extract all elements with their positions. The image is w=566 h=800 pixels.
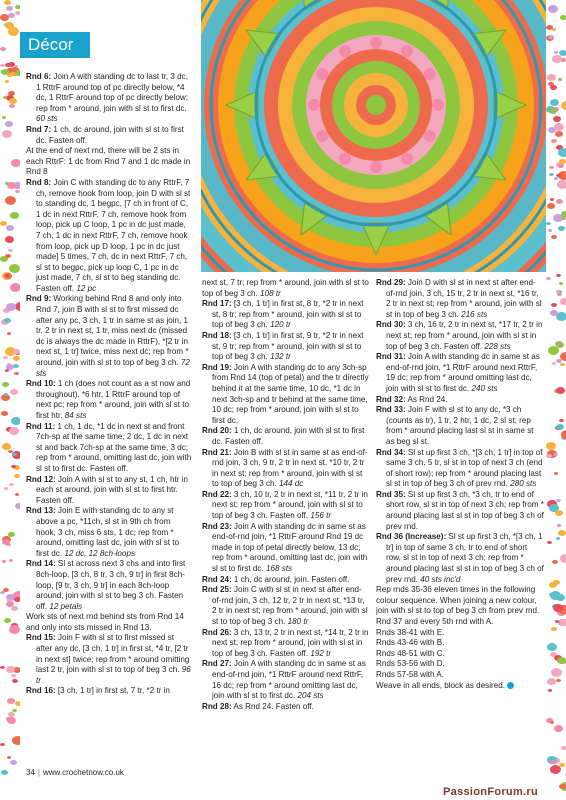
stitch-count: 84 sts <box>64 411 87 420</box>
instruction-text: Rnds 43-46 with B. <box>376 638 445 648</box>
page-number: 34 <box>26 768 35 777</box>
confetti-dot <box>559 763 565 767</box>
confetti-dot <box>4 318 11 323</box>
confetti-dot <box>9 264 20 273</box>
instruction-text: Join B with sl st in same st as end-of-rnd join, 3 ch, 9 tr, 2 tr in next st, *10 tr, 2 tr in next st; rep from * around, join with sl st to top of beg 3 ch. <box>212 447 368 489</box>
confetti-dot <box>546 277 551 280</box>
round-label: Rnd 25: <box>202 585 232 595</box>
instruction-paragraph <box>202 426 370 447</box>
instruction-paragraph <box>202 278 370 299</box>
confetti-dot <box>6 225 14 231</box>
confetti-dot <box>5 236 14 243</box>
instruction-text: 1 ch, dc around, join with sl st to first dc. Fasten off. <box>36 124 184 145</box>
confetti-dot <box>6 364 14 370</box>
round-label: Rnd 22: <box>202 489 232 499</box>
instruction-paragraph <box>26 559 192 612</box>
confetti-dot <box>558 164 564 168</box>
confetti-dot <box>553 214 563 222</box>
confetti-dot <box>6 303 16 311</box>
round-label: Rnd 24: <box>202 574 232 584</box>
round-label: Rnd 32: <box>376 394 406 404</box>
mandala-image <box>201 0 546 272</box>
instruction-paragraph <box>376 490 544 532</box>
instruction-paragraph <box>376 585 544 617</box>
round-label: Rnd 34: <box>376 447 406 457</box>
confetti-dot <box>551 668 562 677</box>
round-label: Rnd 33: <box>376 405 406 415</box>
confetti-border-right <box>546 0 566 800</box>
round-label: Rnd 27: <box>202 659 232 669</box>
confetti-dot <box>5 196 16 205</box>
confetti-dot <box>8 249 13 252</box>
instruction-paragraph <box>202 628 370 660</box>
confetti-dot <box>5 80 9 83</box>
round-label: Rnd 21: <box>202 447 232 457</box>
instruction-paragraph <box>376 320 544 352</box>
instruction-paragraph <box>26 178 192 295</box>
footer: 34 | www.crochetnow.co.uk <box>26 768 124 777</box>
confetti-dot <box>555 131 563 137</box>
confetti-dot <box>553 116 561 122</box>
instruction-text: 1 ch, dc around, join with sl st to first dc. Fasten off. <box>212 426 365 446</box>
instruction-paragraph <box>26 422 192 475</box>
instruction-text: Rnds 48-51 with C. <box>376 648 445 658</box>
confetti-dot <box>549 760 555 764</box>
round-label: Rnd 6: <box>26 72 52 81</box>
confetti-dot <box>556 424 564 430</box>
confetti-dot <box>549 108 557 114</box>
instruction-text: Sl st up first 3 ch, *3 ch, tr to end of short row, sl st in top of next 3 ch; rep from * around placing last sl st in top of beg 3 ch of prev rnd. <box>386 489 544 531</box>
confetti-dot <box>7 756 11 759</box>
stitch-count: 156 tr <box>310 511 332 521</box>
round-label: Rnd 12: <box>26 474 56 484</box>
confetti-dot <box>556 537 560 540</box>
confetti-dot <box>9 625 20 634</box>
confetti-dot <box>2 443 11 450</box>
instruction-text: Work sts of next rnd behind sts from Rnd 14 and only into sts missed in Rnd 13. <box>26 612 184 632</box>
round-label: Rnd 23: <box>202 521 232 531</box>
confetti-dot <box>550 198 554 201</box>
confetti-dot <box>4 618 11 623</box>
instruction-paragraph <box>26 612 192 633</box>
confetti-dot <box>546 222 551 225</box>
stitch-count: 204 sts <box>297 691 324 701</box>
instruction-text: Rep rnds 35-36 eleven times in the following colour sequence. When joining a new colour, join with sl st to top of beg 3 ch from prev rnd. <box>376 585 540 616</box>
stitch-count: 108 tr <box>260 288 281 298</box>
confetti-dot <box>5 63 11 67</box>
column-1 <box>26 72 192 697</box>
round-label: Rnd 13: <box>26 506 56 516</box>
confetti-dot <box>556 199 563 204</box>
instruction-paragraph <box>26 475 192 507</box>
round-label: Rnd 36 (Increase): <box>376 532 447 542</box>
confetti-dot <box>557 657 566 664</box>
instruction-text: 3 ch, 16 tr, 2 tr in next st, *17 tr, 2 tr in next st; rep from * around, join with sl st in top of beg 3 ch. Fasten off. <box>386 320 543 351</box>
instruction-text: Sl st up first 3 ch, *[3 ch, 1 tr] in top of same 3 ch, tr to end of short row, sl st in top of next 3 ch; rep from * around placing last sl st in top of beg 3 ch of prev rnd. <box>386 532 544 584</box>
column-2 <box>202 278 370 712</box>
stitch-count: 228 sts <box>484 341 511 351</box>
confetti-dot <box>0 47 6 51</box>
confetti-dot <box>3 96 7 99</box>
confetti-dot <box>551 139 557 143</box>
instruction-paragraph <box>376 649 544 660</box>
confetti-dot <box>552 560 558 564</box>
instruction-text: 1 ch, 1 dc, *1 dc in next st and front 7ch-sp at the same time, 2 dc, 1 dc in next st and back 7ch-sp at the same time, 3 dc; rep from * around, omitting last dc, join with sl st to first dc. Fasten off. <box>36 421 192 473</box>
confetti-dot <box>558 78 562 81</box>
confetti-dot <box>11 465 16 468</box>
instruction-paragraph <box>376 617 544 628</box>
confetti-dot <box>550 99 559 106</box>
confetti-dot <box>556 174 561 177</box>
confetti-dot <box>553 604 563 612</box>
round-label: Rnd 11: <box>26 421 56 431</box>
confetti-dot <box>9 559 13 562</box>
instruction-text: Join E with standing dc to any st above a pc, *11ch, sl st in 9th ch from hook, 3 ch, miss 6 sts, 1 dc; rep from * around, omitting last dc, join with sl st to first dc. <box>36 506 180 558</box>
confetti-dot <box>555 620 559 623</box>
instruction-text: Weave in all ends, block as desired. <box>376 680 505 690</box>
instruction-paragraph <box>26 125 192 146</box>
confetti-dot <box>558 226 565 231</box>
confetti-dot <box>556 499 561 502</box>
confetti-dot <box>2 382 9 387</box>
confetti-dot <box>550 591 561 600</box>
confetti-dot <box>560 619 566 626</box>
confetti-dot <box>0 666 5 669</box>
instruction-paragraph <box>26 686 192 697</box>
confetti-dot <box>14 372 19 375</box>
stitch-count: 280 sts <box>510 479 537 489</box>
confetti-dot <box>11 606 18 611</box>
confetti-dot <box>560 554 566 563</box>
confetti-dot <box>551 235 557 239</box>
confetti-dot <box>10 283 20 292</box>
confetti-dot <box>547 643 557 651</box>
confetti-dot <box>561 430 566 439</box>
instruction-paragraph <box>202 363 370 427</box>
stitch-count: 12 petals <box>49 601 83 611</box>
confetti-dot <box>7 599 11 602</box>
instruction-paragraph <box>26 294 192 379</box>
instruction-text: Sl st across next 3 chs and into first 8ch-loop, [3 ch, 8 tr, 3 ch, 9 tr] in first 8ch-loop, [9 tr, 3 ch, 9 tr] in each 8ch-loop around, join with sl st to beg 3 ch. Fasten off. <box>36 559 186 611</box>
confetti-dot <box>560 15 566 20</box>
confetti-dot <box>11 417 20 425</box>
round-label: Rnd 14: <box>26 559 56 569</box>
instruction-text: Working behind Rnd 8 and only into Rnd 7, join B with sl st to first missed dc after any pc, 3 ch, 1 tr in same st as join, 1 tr, 2 tr in next st, 1 tr, miss next dc (missed dc is always the dc made in RttrF), *[2 tr in next st, 1 tr] twice, miss next dc; rep from * around, join with sl st to top of beg 3 ch. <box>36 294 189 368</box>
instruction-paragraph <box>376 278 544 320</box>
instruction-text: Join A with standing dc to last tr, 3 dc, 1 RttrF around top of pc directly below, *4 dc, 1 RttrF around top of pc directly below; rep from * around, join with sl st to first dc. <box>36 72 189 113</box>
confetti-dot <box>556 387 565 394</box>
crochet-mandala-photo <box>201 0 546 272</box>
confetti-dot <box>550 310 558 316</box>
instruction-text: [3 ch, 1 tr] in first st, 9 tr, *2 tr in next st, 9 tr; rep from * around, join with sl st to top of beg 3 ch. <box>212 330 364 362</box>
instruction-paragraph <box>376 628 544 639</box>
confetti-dot <box>546 454 552 458</box>
instruction-paragraph <box>376 670 544 681</box>
confetti-dot <box>547 678 556 685</box>
confetti-dot <box>548 229 552 232</box>
end-of-pattern-icon <box>507 682 514 689</box>
confetti-dot <box>7 73 13 77</box>
stitch-count: 216 sts <box>461 309 488 319</box>
round-label: Rnd 19: <box>202 362 232 372</box>
confetti-dot <box>2 560 6 563</box>
instruction-text: Join F with sl st to any dc, *3 ch (counts as tr), 1 tr, 2 htr, 1 dc, 2 sl st; rep from * around placing last sl st in same st as beg sl st. <box>386 405 534 446</box>
round-label: Rnd 29: <box>376 278 406 287</box>
confetti-dot <box>556 342 564 348</box>
instruction-text: Join A with sl st to any st, 1 ch, htr in each st around, join with sl st to first htr. Fasten off. <box>36 474 188 505</box>
round-label: Rnd 26: <box>202 627 232 637</box>
confetti-dot <box>5 121 13 127</box>
confetti-dot <box>554 51 558 54</box>
confetti-dot <box>547 541 552 544</box>
confetti-dot <box>9 427 19 435</box>
confetti-dot <box>549 582 557 588</box>
instruction-text: [3 ch, 1 tr] in first st, 8 tr, *2 tr in next st, 8 tr; rep from * around, join with sl st to top of beg 3 ch. <box>212 299 364 330</box>
instruction-text: Join A with standing dc in same st as end-of-rnd join, *1 RttrF around Rnd 19 dc made in top of petal directly below, 13 dc; rep from * around, omitting last dc, join with sl st to first dc. <box>212 521 368 574</box>
confetti-dot <box>557 293 562 296</box>
page <box>20 0 546 800</box>
round-label: Rnd 18: <box>202 330 232 340</box>
confetti-dot <box>7 182 16 189</box>
instruction-text: Join A with standing dc to any 3ch-sp from Rnd 14 (top of petal) and the tr directly behind it at the same time, 10 dc, *1 dc in next 3ch-sp and tr behind at the same time, 10 dc; rep from * around, join with sl st to first dc. <box>212 362 369 425</box>
instruction-text: Rnds 53-56 with D. <box>376 659 445 669</box>
confetti-dot <box>559 282 563 285</box>
instruction-text: 3 ch, 13 tr, 2 tr in next st, *14 tr, 2 tr in next st; rep from * around, join with sl st in top of beg 3 ch. Fasten off. <box>212 627 369 658</box>
stitch-count: 192 tr <box>310 648 332 658</box>
instruction-paragraph <box>376 395 544 406</box>
confetti-dot <box>554 472 558 475</box>
confetti-dot <box>561 746 566 750</box>
confetti-dot <box>552 28 556 31</box>
confetti-dot <box>5 254 11 258</box>
confetti-dot <box>548 689 552 692</box>
instruction-paragraph <box>26 506 192 559</box>
instruction-text: Join F with sl st to first missed st after any dc, [3 ch, 1 tr] in first st, *4 tr, [2 tr in next st] twice; rep from * around omitting last 2 tr, join with sl st to top of beg 3 ch. <box>36 633 190 675</box>
instruction-paragraph <box>376 532 544 585</box>
instruction-paragraph <box>202 585 370 627</box>
confetti-dot <box>554 123 564 131</box>
round-label: Rnd 10: <box>26 379 56 389</box>
confetti-dot <box>559 784 566 789</box>
stitch-count: 60 sts <box>36 114 58 124</box>
confetti-dot <box>6 6 13 11</box>
instruction-text: Join C with standing dc to any RttrF, 7 ch, remove hook from loop, join D with sl st to standing dc, 1 begpc, [7 ch in front of C, 1 dc in next RttrF, 7 ch, remove hook from loop, pick up C loop, 1 pc in dc just made, 7 ch, 1 dc in next RttrF, 7 ch, remove hook from loop, pick up D loop, 1 pc in dc just made] 5 times, 7 ch, dc in next RttrF, 7 ch, sl st to begpc, pick up loop C, 1 pc in dc just made, 7 ch, sl st to beg standing dc. Fasten off. <box>36 177 191 293</box>
confetti-dot <box>2 116 6 119</box>
round-label: Rnd 30: <box>376 320 406 330</box>
confetti-dot <box>7 698 15 704</box>
confetti-dot <box>4 0 11 5</box>
confetti-dot <box>4 393 8 396</box>
round-label: Rnd 17: <box>202 299 232 309</box>
confetti-dot <box>0 14 9 21</box>
confetti-dot <box>560 363 565 366</box>
confetti-dot <box>559 419 564 422</box>
round-label: Rnd 20: <box>202 426 232 436</box>
instruction-text: 1 ch, dc around, join. Fasten off. <box>231 574 350 584</box>
stitch-count: 40 sts inc'd <box>420 574 461 584</box>
stitch-count: 72 sts <box>36 358 190 378</box>
stitch-count: 12 pc <box>76 283 97 293</box>
confetti-dot <box>560 298 566 305</box>
stitch-count: 12 dc, 12 8ch-loops <box>64 548 135 558</box>
instruction-paragraph <box>26 72 192 125</box>
confetti-dot <box>558 148 566 157</box>
instruction-paragraph <box>202 490 370 522</box>
confetti-dot <box>6 717 12 721</box>
instruction-paragraph <box>376 405 544 447</box>
instruction-text: Join A with standing dc in same st as end-of-rnd join, *1 RttrF around next RttrF, 16 dc; rep from * around omitting last dc, join with sl st to first dc. <box>212 659 366 701</box>
confetti-dot <box>551 303 557 307</box>
stitch-count: 168 sts <box>265 564 293 574</box>
instruction-paragraph <box>376 352 544 394</box>
stitch-count: 132 tr <box>270 352 291 362</box>
stitch-count: 180 tr <box>287 617 309 626</box>
instruction-paragraph <box>202 702 370 713</box>
instruction-text: Rnd 37 and every 5th rnd with A. <box>376 617 494 626</box>
confetti-dot <box>3 356 8 359</box>
confetti-dot <box>556 274 561 277</box>
confetti-dot <box>554 177 558 180</box>
instruction-paragraph <box>376 638 544 649</box>
stitch-count: 96 tr <box>36 665 191 685</box>
confetti-dot <box>555 510 563 516</box>
stitch-count: 144 dc <box>279 479 304 489</box>
instruction-text: Join D with sl st in next st after end-of-rnd join, 3 ch, 15 tr, 2 tr in next st, *16 tr, 2 tr in next st; rep from * around, join with sl st in top of beg 3 ch. <box>386 278 542 319</box>
confetti-dot <box>549 173 554 176</box>
confetti-dot <box>10 760 17 765</box>
confetti-dot <box>9 98 17 104</box>
confetti-dot <box>6 666 15 673</box>
stitch-count: 120 tr <box>270 320 291 330</box>
instruction-paragraph <box>202 522 370 575</box>
confetti-dot <box>12 679 18 683</box>
website-link[interactable]: www.crochetnow.co.uk <box>42 768 124 777</box>
confetti-dot <box>553 453 558 456</box>
round-label: Rnd 31: <box>376 352 406 362</box>
confetti-dot <box>13 349 20 354</box>
confetti-dot <box>12 453 17 456</box>
instruction-text: At the end of next rnd, there will be 2 sts in each RttrF: 1 dc from Rnd 7 and 1 dc made in Rnd 8 <box>26 146 191 177</box>
confetti-dot <box>2 130 12 138</box>
round-label: Rnd 28: <box>202 701 232 711</box>
confetti-dot <box>547 74 556 81</box>
confetti-dot <box>556 679 561 682</box>
confetti-dot <box>15 493 19 496</box>
confetti-dot <box>1 411 8 416</box>
confetti-dot <box>551 87 555 90</box>
confetti-dot <box>551 627 557 631</box>
confetti-dot <box>9 483 14 486</box>
instruction-paragraph <box>202 299 370 331</box>
confetti-dot <box>13 356 20 361</box>
confetti-dot <box>9 104 15 108</box>
watermark: PassionForum.ru <box>443 786 538 798</box>
confetti-dot <box>554 725 563 732</box>
confetti-dot <box>11 159 20 167</box>
instruction-paragraph <box>376 659 544 670</box>
instruction-paragraph <box>376 681 544 692</box>
confetti-dot <box>560 352 566 361</box>
confetti-dot <box>557 524 561 527</box>
confetti-dot <box>548 35 554 39</box>
instruction-paragraph <box>202 575 370 586</box>
instruction-text: 3 ch, 10 tr, 2 tr in next st, *11 tr, 2 tr in next st; rep from * around, join with sl st to top of beg 3 ch. Fasten off. <box>212 489 368 521</box>
round-label: Rnd 9: <box>26 294 52 304</box>
confetti-dot <box>4 487 8 490</box>
round-label: Rnd 16: <box>26 686 56 696</box>
confetti-dot <box>547 203 555 209</box>
confetti-dot <box>546 442 556 450</box>
confetti-dot <box>561 101 566 110</box>
round-label: Rnd 15: <box>26 633 56 643</box>
instruction-paragraph <box>26 146 192 178</box>
confetti-dot <box>2 539 10 545</box>
confetti-dot <box>0 743 5 746</box>
confetti-dot <box>11 674 16 677</box>
instruction-text: Rnds 57-58 with A. <box>376 669 444 679</box>
confetti-dot <box>1 770 8 775</box>
confetti-dot <box>552 362 556 365</box>
confetti-dot <box>0 221 7 226</box>
instruction-paragraph <box>26 633 192 686</box>
instruction-text: As Rnd 24. <box>405 394 448 404</box>
instruction-text: Rnds 38-41 with E. <box>376 627 445 637</box>
confetti-dot <box>8 13 15 18</box>
instruction-paragraph <box>202 659 370 701</box>
column-3 <box>376 278 544 691</box>
instruction-paragraph <box>202 331 370 363</box>
confetti-dot <box>549 166 554 169</box>
confetti-dot <box>10 212 19 219</box>
confetti-border-left <box>0 0 20 800</box>
section-tag: Décor <box>20 32 90 58</box>
instruction-text: 1 ch (does not count as a st now and throughout), *6 htr, 1 RttrF around top of next pc; rep from * around, join with sl st to first htr. <box>36 379 191 420</box>
instruction-paragraph <box>202 448 370 490</box>
confetti-dot <box>0 64 5 67</box>
confetti-dot <box>558 530 566 536</box>
instruction-text: Sl st up first 3 ch, *[3 ch, 1 tr] in top of same 3 ch, 5 tr, sl st in top of next 3 ch (end of short row); rep from * around placing last sl st in top of beg 3 ch of prev rnd. <box>386 447 543 489</box>
confetti-dot <box>548 5 558 13</box>
confetti-dot <box>557 180 566 189</box>
confetti-dot <box>5 22 14 29</box>
instruction-text: Join C with sl st in next st after end-of-rnd join, 3 ch, 12 tr, 2 tr in next st, *13 tr, 2 tr in next st; rep from * around, join with sl st to top of beg 3 ch. <box>212 585 368 626</box>
confetti-dot <box>552 55 562 63</box>
confetti-dot <box>7 332 11 335</box>
confetti-dot <box>10 389 18 395</box>
confetti-dot <box>12 736 20 745</box>
confetti-dot <box>556 290 560 293</box>
confetti-dot <box>550 721 554 724</box>
instruction-text: Join A with standing dc in same st as end-of-rnd join, *1 RttrF around next RttrF, 19 dc; rep from * around omitting last dc, join with sl st to first dc. <box>386 352 540 393</box>
stitch-count: 240 sts <box>471 383 498 393</box>
instruction-text: As Rnd 24. Fasten off. <box>231 701 314 711</box>
round-label: Rnd 7: <box>26 124 52 134</box>
round-label: Rnd 8: <box>26 177 52 187</box>
instruction-text: next st, 7 tr; rep from * around, join with sl st to top of beg 3 ch. <box>202 278 369 298</box>
confetti-dot <box>0 591 5 594</box>
instruction-paragraph <box>376 448 544 490</box>
instruction-text: [3 ch, 1 tr] in first st, 7 tr, *2 tr in <box>55 686 170 696</box>
round-label: Rnd 35: <box>376 489 406 499</box>
confetti-dot <box>5 274 9 277</box>
instruction-paragraph <box>26 379 192 421</box>
